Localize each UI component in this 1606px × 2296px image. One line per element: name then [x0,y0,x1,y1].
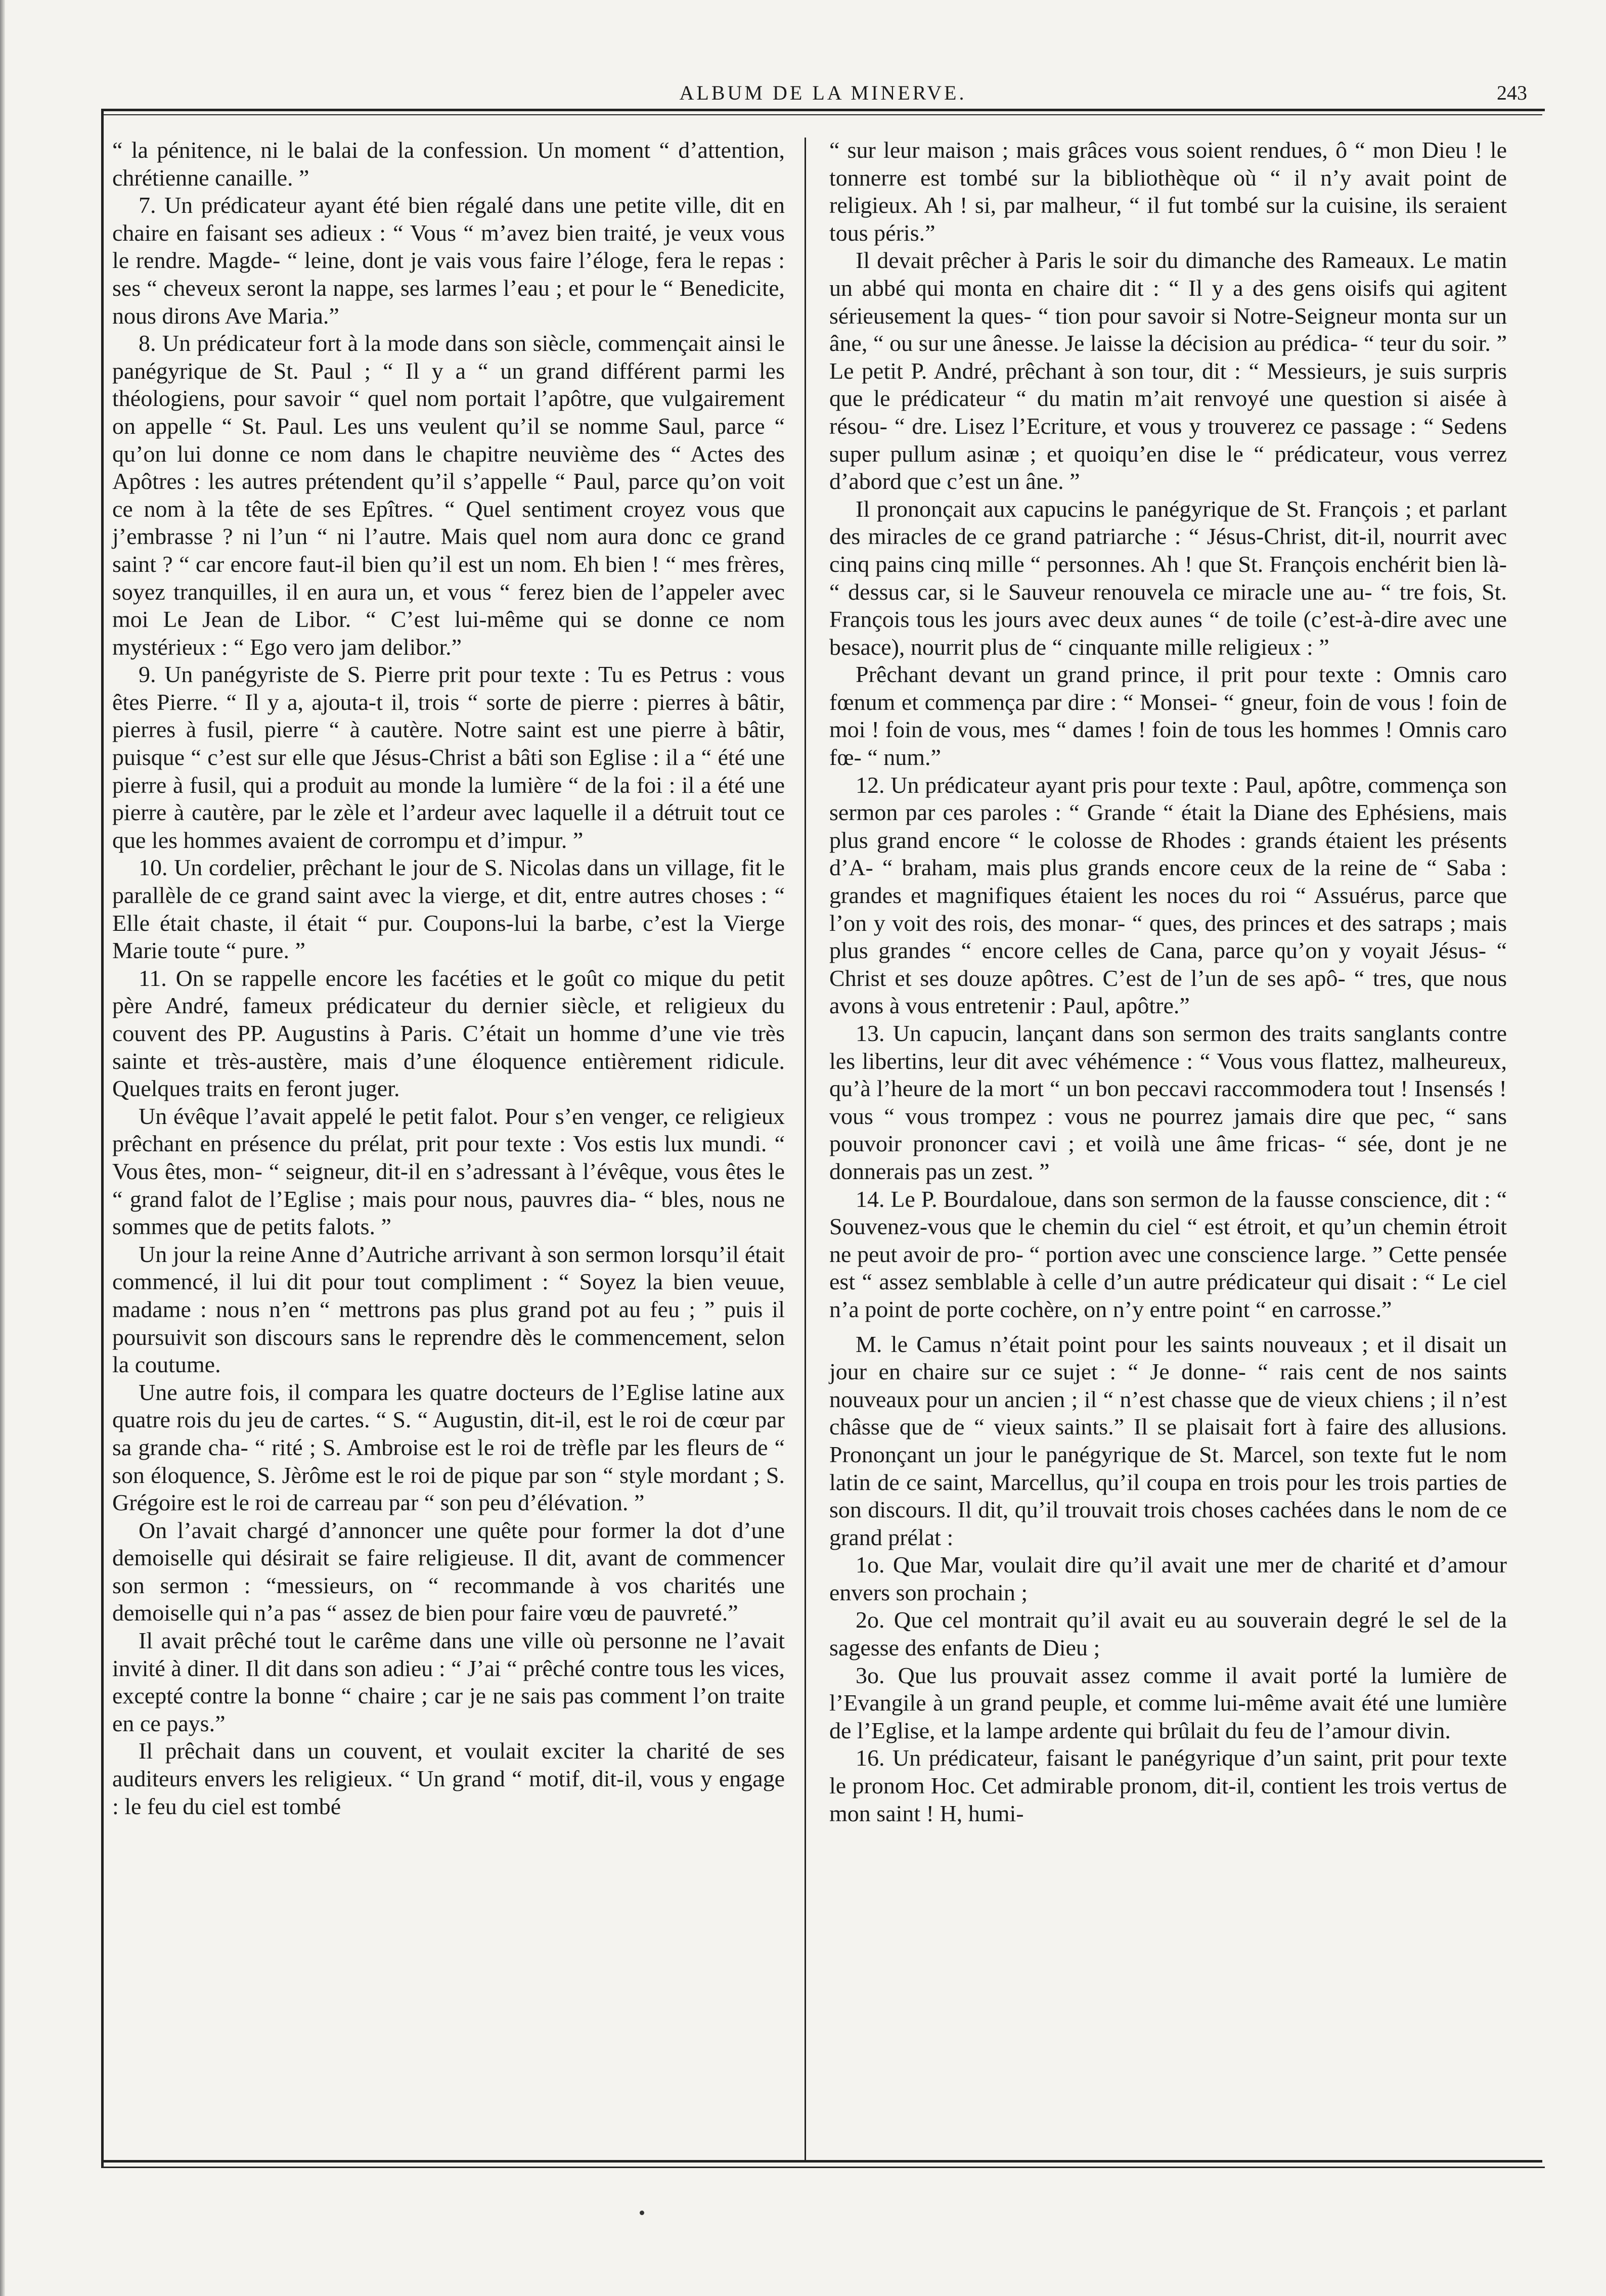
paragraph: 10. Un cordelier, prêchant le jour de S. Nicolas dans un village, fit le parallèle de ce grand saint avec la vierge, et dit, entre autres choses : “ Elle était chaste, il était “ pur. Coupons-lui la barbe, c’est la Vierge Marie toute “ pure. ” [112,854,785,964]
paragraph: 12. Un prédicateur ayant pris pour texte : Paul, apôtre, commença son sermon par ces paroles : “ Grande “ était la Diane des Ephésiens, mais plus grand encore “ le colosse de Rhodes : grands étaient les présents d’A- “ braham, mais plus grands encore ceux de la reine de “ Saba : grandes et magnifiques étaient les noces du roi “ Assuérus, parce que l’on y voit des rois, des monar- “ ques, des princes et des satraps ; mais plus grandes “ encore celles de Cana, parce qu’on y voyait Jésus- “ Christ et ses douze apôtres. C’est de l’un de ses apô- “ tres, que nous avons à vous entretenir : Paul, apôtre.” [829,772,1507,1019]
header-rule [101,114,1542,115]
printer-dot [640,2211,644,2215]
page-number: 243 [1497,81,1527,104]
paragraph: “ la pénitence, ni le balai de la confession. Un moment “ d’attention, chrétienne canaille. ” [112,137,785,191]
left-column [112,137,785,1820]
paragraph: Il devait prêcher à Paris le soir du dimanche des Rameaux. Le matin un abbé qui monta en chaire dit : “ Il y a des gens oisifs qui agitent sérieusement la ques- “ tion pour savoir si Notre-Seigneur monta sur un âne, “ ou sur une ânesse. Je laisse la décision au prédica- “ teur du soir. ” Le petit P. André, prêchant à son tour, dit : “ Messieurs, je suis surpris que le prédicateur “ du matin m’ait renvoyé une question si aisée à résou- “ dre. Lisez l’Ecriture, et vous y trouverez ce passage : “ Sedens super pullum asinæ ; et quoiqu’en dise le “ prédicateur, vous verrez d’abord que c’est un âne. ” [829,247,1507,494]
paragraph: 11. On se rappelle encore les facéties et le goût co mique du petit père André, fameux prédicateur du dernier siècle, et religieux du couvent des PP. Augustins à Paris. C’était un homme d’une vie très sainte et très-austère, mais d’une éloquence entièrement ridicule. Quelques traits en feront juger. [112,965,785,1102]
paragraph: 13. Un capucin, lançant dans son sermon des traits sanglants contre les libertins, leur dit avec véhémence : “ Vous vous flattez, malheureux, qu’à l’heure de la mort “ un bon peccavi raccommodera tout ! Insensés ! vous “ vous trompez : vous ne pourrez jamais dire que pec, “ sans pouvoir prononcer cavi ; et voilà une âme fricas- “ sée, dont je ne donnerais pas un zest. ” [829,1020,1507,1184]
paragraph: 3o. Que lus prouvait assez comme il avait porté la lumière de l’Evangile à un grand peuple, et comme lui-même avait été une lumière de l’Eglise, et la lampe ardente qui brûlait du feu de l’amour divin. [829,1662,1507,1743]
paragraph: 7. Un prédicateur ayant été bien régalé dans une petite ville, dit en chaire en faisant ses adieux : “ Vous “ m’avez bien traité, je veux vous le rendre. Magde- “ leine, dont je vais vous faire l’éloge, fera le repas : ses “ cheveux seront la nappe, ses larmes l’eau ; et pour le “ Benedicite, nous dirons Ave Maria.” [112,192,785,329]
paragraph: M. le Camus n’était point pour les saints nouveaux ; et il disait un jour en chaire sur ce sujet : “ Je donne- “ rais cent de nos saints nouveaux pour un ancien ; il “ n’est chasse que de vieux chiens ; il n’est châsse que de “ vieux saints.” Il se plaisait fort à faire des allusions. Prononçant un jour le panégyrique de St. Marcel, son texte fut le nom latin de ce saint, Marcellus, qu’il coupa en trois pour les trois parties de son discours. Il dit, qu’il trouvait trois choses cachées dans le nom de ce grand prélat : [829,1331,1507,1550]
page-edge-shadow [0,0,5,2296]
paragraph: On l’avait chargé d’annoncer une quête pour former la dot d’une demoiselle qui désirait se faire religieuse. Il dit, avant de commencer son sermon : “messieurs, on “ recommande à vos charités une demoiselle qui n’a pas “ assez de bien pour faire vœu de pauvreté.” [112,1517,785,1626]
paragraph: “ sur leur maison ; mais grâces vous soient rendues, ô “ mon Dieu ! le tonnerre est tombé sur la bibliothèque où “ il n’y avait point de religieux. Ah ! si, par malheur, “ il fut tombé sur la cuisine, ils seraient tous péris.” [829,137,1507,246]
paragraph: Il prononçait aux capucins le panégyrique de St. François ; et parlant des miracles de ce grand patriarche : “ Jésus-Christ, dit-il, nourrit avec cinq pains cinq mille “ personnes. Ah ! que St. François enchérit bien là- “ dessus car, si le Sauveur renouvela ce miracle une au- “ tre fois, St. François tous les jours avec deux aunes “ de toile (c’est-à-dire avec une besace), nourrit plus de “ cinquante mille religieux : ” [829,496,1507,660]
paragraph: Une autre fois, il compara les quatre docteurs de l’Eglise latine aux quatre rois du jeu de cartes. “ S. “ Augustin, dit-il, est le roi de cœur par sa grande cha- “ rité ; S. Ambroise est le roi de trèfle par les fleurs de “ son éloquence, S. Jèrôme est le roi de pique par son “ style mordant ; S. Grégoire est le roi de carreau par “ son peu d’élévation. ” [112,1379,785,1516]
paragraph: Il avait prêché tout le carême dans une ville où personne ne l’avait invité à diner. Il dit dans son adieu : “ J’ai “ prêché contre tous les vices, excepté contre la bonne “ chaire ; car je ne sais pas comment l’on traite en ce pays.” [112,1628,785,1736]
column-divider [805,138,806,2160]
paragraph: Un jour la reine Anne d’Autriche arrivant à son sermon lorsqu’il était commencé, il lui dit pour tout compliment : “ Soyez la bien veuue, madame : nous n’en “ mettrons pas plus grand pot au feu ; ” puis il poursuivit son discours sans le reprendre dès le commencement, selon la coutume. [112,1241,785,1378]
paragraph: 1o. Que Mar, voulait dire qu’il avait une mer de charité et d’amour envers son prochain ; [829,1552,1507,1605]
paragraph: 16. Un prédicateur, faisant le panégyrique d’un saint, prit pour texte le pronom Hoc. Cet admirable pronom, dit-il, contient les trois vertus de mon saint ! H, humi- [829,1745,1507,1826]
paragraph: 8. Un prédicateur fort à la mode dans son siècle, commençait ainsi le panégyrique de St. Paul ; “ Il y a “ un grand différent parmi les théologiens, pour savoir “ quel nom portait l’apôtre, que vulgairement on appelle “ St. Paul. Les uns veulent qu’il se nomme Saul, parce “ qu’on lui donne ce nom dans le chapitre neuvième des “ Actes des Apôtres : les autres prétendent qu’il s’appelle “ Paul, parce qu’on voit ce nom à la tête de ses Epîtres. “ Quel sentiment croyez vous que j’embrasse ? ni l’un “ ni l’autre. Mais quel nom aura donc ce grand saint ? “ car encore faut-il bien qu’il est un nom. Eh bien ! “ mes frères, soyez tranquilles, il en aura un, et vous “ ferez bien de l’appeler avec moi Le Jean de Libor. “ C’est lui-même qui se donne ce nom mystérieux : “ Ego vero jam delibor.” [112,330,785,660]
running-title: ALBUM DE LA MINERVE. [679,81,967,104]
page-header [104,76,1542,106]
paragraph: Prêchant devant un grand prince, il prit pour texte : Omnis caro fœnum et commença par dire : “ Monsei- “ gneur, foin de vous ! foin de moi ! foin de vous, mes “ dames ! foin de tous les hommes ! Omnis caro fœ- “ num.” [829,661,1507,771]
paragraph: Il prêchait dans un couvent, et voulait exciter la charité de ses auditeurs envers les religieux. “ Un grand “ motif, dit-il, vous y engage : le feu du ciel est tombé [112,1738,785,1819]
paragraph: 2o. Que cel montrait qu’il avait eu au souverain degré le sel de la sagesse des enfants de Dieu ; [829,1607,1507,1661]
bottom-rule [101,2160,1542,2163]
right-column [829,137,1507,1827]
paragraph: 9. Un panégyriste de S. Pierre prit pour texte : Tu es Petrus : vous êtes Pierre. “ Il y a, ajouta-t il, trois “ sorte de pierre : pierres à bâtir, pierres à fusil, pierre “ à cautère. Notre saint est une pierre à bâtir, puisque “ c’est sur elle que Jésus-Christ a bâti son Eglise : il a “ été une pierre à fusil, qui a produit au monde la lumière “ de la foi : il a été une pierre à cautère, par le zèle et l’ardeur avec laquelle il a détruit tout ce que les hommes avaient de corrompu et d’impur. ” [112,661,785,853]
paragraph: Un évêque l’avait appelé le petit falot. Pour s’en venger, ce religieux prêchant en présence du prélat, prit pour texte : Vos estis lux mundi. “ Vous êtes, mon- “ seigneur, dit-il en s’adressant à l’évêque, vous êtes le “ grand falot de l’Eglise ; mais pour nous, pauvres dia- “ bles, nous ne sommes que de petits falots. ” [112,1103,785,1240]
paragraph: 14. Le P. Bourdaloue, dans son sermon de la fausse conscience, dit : “ Souvenez-vous que le chemin du ciel “ est étroit, et qu’un chemin étroit ne peut avoir de pro- “ portion avec une conscience large. ” Cette pensée est “ assez semblable à celle d’un autre prédicateur qui disait : “ Le ciel n’a point de porte cochère, on n’y entre point “ en carrosse.” [829,1186,1507,1322]
